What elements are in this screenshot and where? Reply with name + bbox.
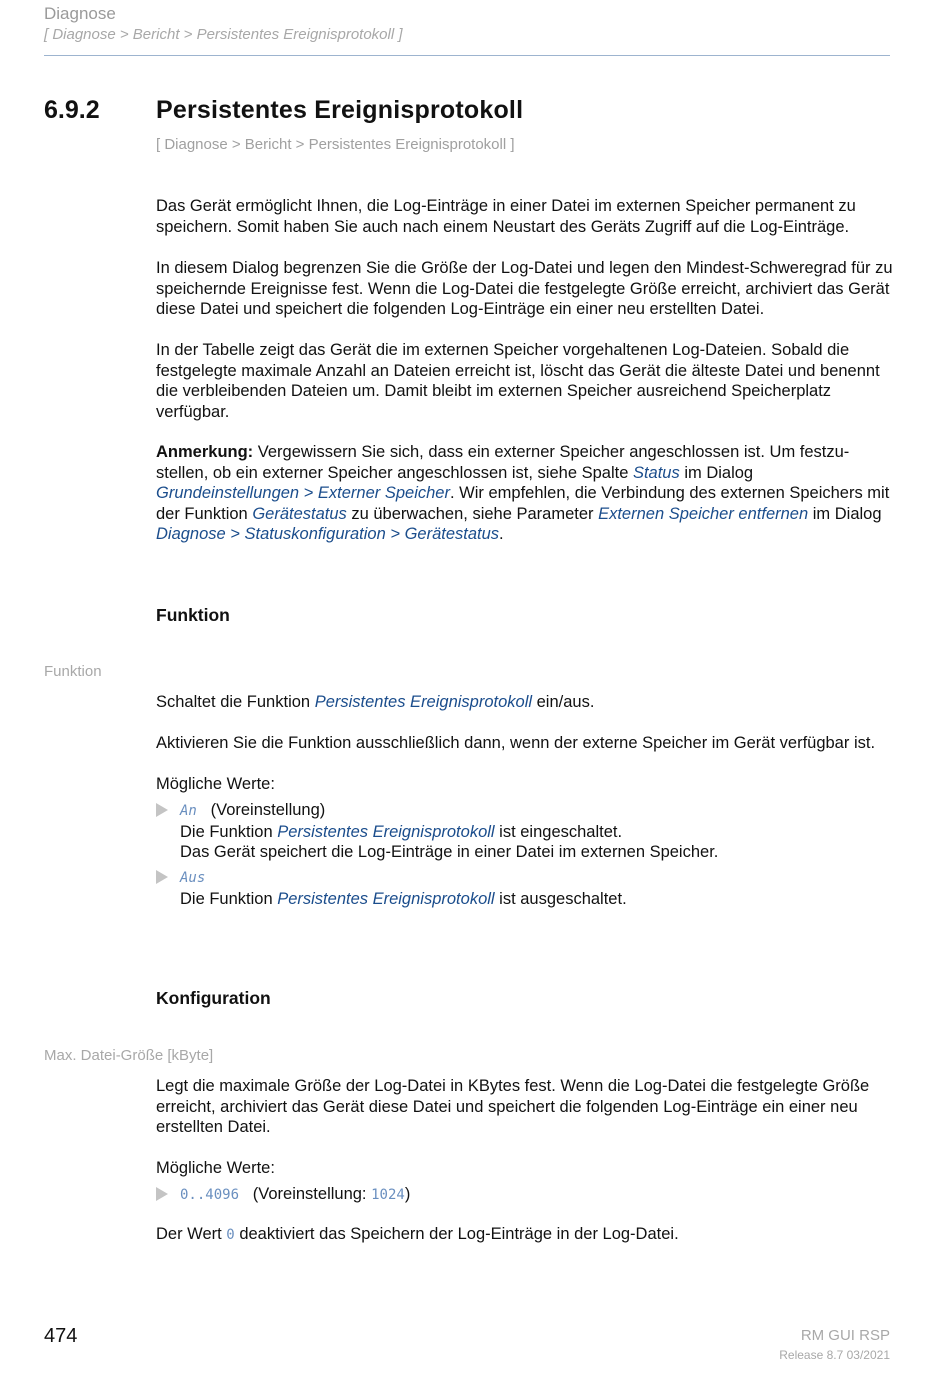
persistent-log-link[interactable]: Persistentes Ereignisprotokoll	[277, 889, 495, 908]
remove-external-storage-link[interactable]: Externen Speicher entfernen	[598, 504, 809, 523]
bullet-triangle-icon	[156, 1187, 168, 1201]
section-breadcrumb: [ Diagnose > Bericht > Persistentes Ereignisprotokoll ]	[156, 136, 515, 153]
text-span: (Voreinstellung:	[252, 1185, 372, 1203]
max-file-size-margin-label: Max. Datei-Größe [kByte]	[44, 1047, 214, 1064]
intro-paragraph-1: Das Gerät ermöglicht Ihnen, die Log-Einträge in einer Datei im externen Speicher permanent zu speichern. Somit haben Sie auch nach einem Neustart des Geräts Zugriff auf die Log-Einträge.	[156, 197, 856, 236]
text-span: )	[404, 1185, 411, 1203]
text-span: Die Funktion	[180, 889, 278, 908]
option-an-default: (Voreinstellung)	[210, 801, 326, 819]
note-text: im Dialog	[808, 504, 882, 523]
max-file-size-description: Legt die maximale Größe der Log-Datei in KBytes fest. Wenn die Log-Datei die festgelegte Größe erreicht, archiviert das Gerät diese Datei und speichert die folgenden Log-Einträge ein einer neu erstellten Datei.	[156, 1077, 870, 1136]
option-an-title	[180, 800, 896, 822]
intro-paragraph-2: In diesem Dialog begrenzen Sie die Größe der Log-Datei und legen den Mindest-Schweregrad für zu speichernde Ereignisse fest. Wenn die Log-Datei die festgelegte Größe erreicht, archiviert das Gerät diese Datei und speichert die folgenden Log-Einträge ein einer neu erstellten Datei.	[156, 259, 893, 318]
option-aus	[156, 867, 896, 909]
note-label: Anmerkung:	[156, 443, 254, 461]
section-number: 6.9.2	[44, 96, 100, 124]
zero-value-note	[156, 1224, 896, 1246]
text-span: ist ausgeschaltet.	[494, 889, 627, 908]
status-configuration-link[interactable]: Diagnose > Statuskonfiguration > Gerätestatus	[156, 525, 500, 543]
text-span: ist eingeschaltet.	[494, 822, 623, 841]
note-text: im Dialog	[679, 463, 754, 482]
bullet-triangle-icon	[156, 870, 168, 884]
funktion-values-label: Mögliche Werte:	[156, 775, 275, 793]
text-span: Die Funktion	[180, 822, 278, 841]
note-text: .	[499, 525, 504, 543]
running-header-path: [ Diagnose > Bericht > Persistentes Ereignisprotokoll ]	[44, 26, 403, 43]
device-status-link[interactable]: Gerätestatus	[252, 504, 347, 523]
note-text: zu überwachen, siehe Parameter	[346, 504, 599, 523]
text-span: deaktiviert das Speichern der Log-Einträge in der Log-Datei.	[234, 1225, 679, 1243]
range-code: 0..4096	[180, 1187, 240, 1203]
footer-release: Release 8.7 03/2021	[779, 1348, 890, 1362]
page-number: 474	[44, 1325, 78, 1347]
section-title: Persistentes Ereignisprotokoll	[156, 96, 524, 124]
text-span: ein/aus.	[532, 693, 595, 711]
external-storage-dialog-link[interactable]: Grundeinstellungen > Externer Speicher	[156, 484, 450, 502]
intro-paragraph-3: In der Tabelle zeigt das Gerät die im externen Speicher vorgehaltenen Log-Dateien. Sobald die festgelegte maximale Anzahl an Dateien erreicht ist, löscht das Gerät die älteste Datei und benennt die verbleibenden Dateien um. Damit bleibt im externen Speicher ausreichend Speicherplatz verfügbar.	[156, 341, 880, 421]
option-aus-line-1	[180, 889, 896, 910]
funktion-heading: Funktion	[156, 605, 230, 625]
range-default-code: 1024	[371, 1187, 405, 1203]
footer-product: RM GUI RSP	[800, 1327, 890, 1344]
persistent-log-link[interactable]: Persistentes Ereignisprotokoll	[314, 693, 533, 711]
header-divider	[44, 55, 890, 56]
running-header-title: Diagnose	[44, 4, 116, 23]
option-an-line-1	[180, 822, 896, 843]
konfiguration-values-label: Mögliche Werte:	[156, 1159, 275, 1177]
funktion-margin-label: Funktion	[44, 663, 102, 680]
option-an	[156, 800, 896, 863]
text-span: Der Wert	[156, 1225, 227, 1243]
persistent-log-link[interactable]: Persistentes Ereignisprotokoll	[277, 822, 495, 841]
status-column-link[interactable]: Status	[632, 463, 680, 482]
option-aus-code: Aus	[180, 870, 206, 886]
note-text: . Wir empfehlen, die Verbindung des externen Speichers mit der Funktion	[156, 484, 890, 523]
note-text: Vergewissern Sie sich, dass ein externer Speicher angeschlossen ist. Um festzu-stellen, ob ein externer Speicher angeschlossen ist, siehe Spalte	[156, 443, 850, 482]
range-option	[156, 1184, 896, 1206]
bullet-triangle-icon	[156, 803, 168, 817]
funktion-description	[156, 692, 896, 713]
note-paragraph	[156, 442, 896, 545]
option-an-line-2: Das Gerät speichert die Log-Einträge in einer Datei im externen Speicher.	[180, 843, 719, 861]
konfiguration-heading: Konfiguration	[156, 988, 271, 1008]
funktion-hint: Aktivieren Sie die Funktion ausschließlich dann, wenn der externe Speicher im Gerät verfügbar ist.	[156, 734, 876, 752]
option-an-code: An	[180, 803, 197, 819]
zero-code: 0	[226, 1227, 235, 1243]
text-span: Schaltet die Funktion	[156, 693, 315, 711]
option-aus-title	[180, 867, 896, 889]
